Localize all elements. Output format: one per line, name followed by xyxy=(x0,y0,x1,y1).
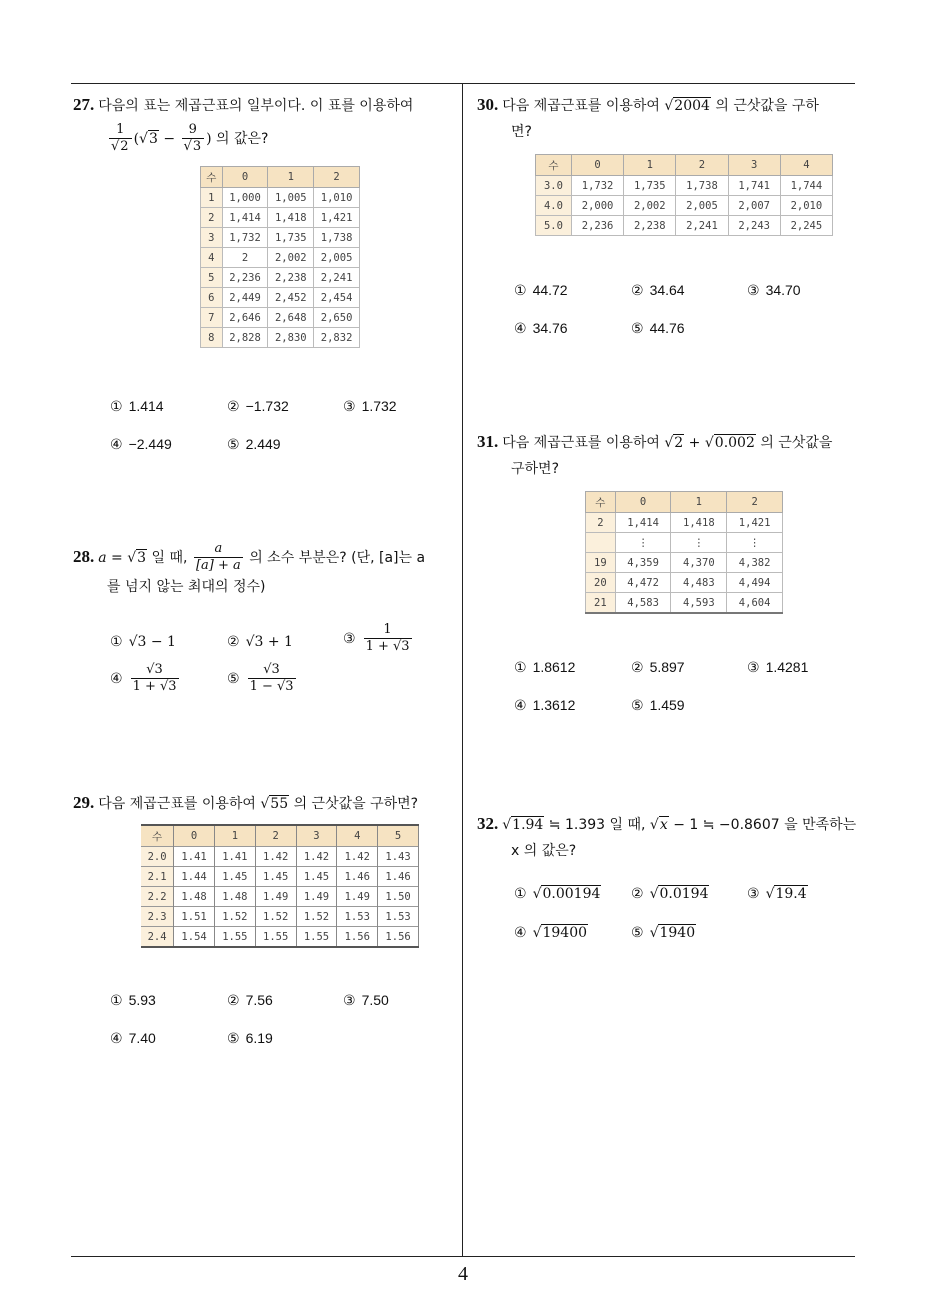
table-header-cell: 4 xyxy=(780,155,832,176)
table-header-cell: 2 xyxy=(314,167,360,188)
table-row-label: 8 xyxy=(201,328,223,348)
table-cell: 2,241 xyxy=(314,268,360,288)
table-row xyxy=(201,228,360,248)
table-row xyxy=(141,887,419,907)
choice-1[interactable]: ① √0.00194 xyxy=(514,886,601,902)
table-cell: 1,010 xyxy=(314,188,360,208)
choice-4[interactable]: ④ 7.40 xyxy=(110,1030,156,1047)
table-cell: 1.45 xyxy=(296,867,337,887)
table-header-cell: 수 xyxy=(201,167,223,188)
table-cell: 1,738 xyxy=(676,176,728,196)
table-row-label: 5.0 xyxy=(536,216,572,236)
choice-2[interactable]: ② 5.897 xyxy=(631,659,685,676)
table-cell: 1.56 xyxy=(337,927,378,948)
question-31: 31. 다음 제곱근표를 이용하여 √2 + √0.002 의 근삿값을 구하면? xyxy=(477,432,833,477)
table-row-label: 2.0 xyxy=(141,847,174,867)
table-row xyxy=(536,176,833,196)
table-cell: 4,382 xyxy=(727,553,783,573)
choice-4[interactable]: ④ $\frac{√3}{1 + √3}$ xyxy=(110,662,177,695)
table-cell: 2,830 xyxy=(268,328,314,348)
table-row-label: 1 xyxy=(201,188,223,208)
table-row xyxy=(141,927,419,948)
choice-3[interactable]: ③ √19.4 xyxy=(747,886,807,902)
choice-3[interactable]: ③ $\frac{1}{1 + √3}$ xyxy=(343,622,410,655)
table-header-cell: 3 xyxy=(728,155,780,176)
table-cell: 2,241 xyxy=(676,216,728,236)
table-cell: 1.52 xyxy=(255,907,296,927)
table-row-label: 3.0 xyxy=(536,176,572,196)
table-cell: 2,454 xyxy=(314,288,360,308)
table-cell: 2,238 xyxy=(268,268,314,288)
table-row xyxy=(536,216,833,236)
choice-1[interactable]: ① 44.72 xyxy=(514,282,568,299)
choice-5[interactable]: ⑤ $\frac{√3}{1 - √3}$ xyxy=(227,662,294,695)
table-header-cell: 5 xyxy=(378,825,419,847)
table-row xyxy=(201,208,360,228)
square-root-table-29 xyxy=(141,824,419,948)
table-row-label xyxy=(586,533,616,553)
table-header-cell: 1 xyxy=(268,167,314,188)
table-row xyxy=(201,328,360,348)
table-cell: 1.56 xyxy=(378,927,419,948)
table-cell: 2,002 xyxy=(268,248,314,268)
question-number: 29. xyxy=(73,793,95,812)
table-row xyxy=(201,188,360,208)
question-number: 31. xyxy=(477,432,499,451)
table-cell: 2,832 xyxy=(314,328,360,348)
table-row xyxy=(201,308,360,328)
table-row xyxy=(586,553,783,573)
table-row-label: 2 xyxy=(201,208,223,228)
table-cell: 2,010 xyxy=(780,196,832,216)
choice-4[interactable]: ④ 1.3612 xyxy=(514,697,576,714)
table-row-label: 2.1 xyxy=(141,867,174,887)
question-29: 29. 다음 제곱근표를 이용하여 √55 의 근삿값을 구하면? xyxy=(73,793,419,812)
table-cell: 1.46 xyxy=(337,867,378,887)
table-header-cell: 0 xyxy=(571,155,623,176)
table-cell: 1,418 xyxy=(268,208,314,228)
table-row xyxy=(586,573,783,593)
table-row-label: 6 xyxy=(201,288,223,308)
choice-3[interactable]: ③ 1.4281 xyxy=(747,659,809,676)
choice-1[interactable]: ① 1.8612 xyxy=(514,659,576,676)
table-cell: 1.48 xyxy=(214,887,255,907)
table-cell: 1.41 xyxy=(174,847,215,867)
table-cell: 1.43 xyxy=(378,847,419,867)
table-cell: 1.55 xyxy=(296,927,337,948)
table-row xyxy=(586,593,783,614)
table-cell: 1,421 xyxy=(727,513,783,533)
table-row-label: 4 xyxy=(201,248,223,268)
table-header-cell: 0 xyxy=(615,492,671,513)
choice-2[interactable]: ② 34.64 xyxy=(631,282,685,299)
table-cell: 1.53 xyxy=(378,907,419,927)
choice-5[interactable]: ⑤ 2.449 xyxy=(227,436,281,453)
choice-1[interactable]: ① 5.93 xyxy=(110,992,156,1009)
question-text: 다음의 표는 제곱근표의 일부이다. 이 표를 이용하여 xyxy=(98,98,414,114)
table-cell: 1.52 xyxy=(296,907,337,927)
table-cell: 1.54 xyxy=(174,927,215,948)
table-row-label: 21 xyxy=(586,593,616,614)
question-28: 28. a = √3 일 때, $\frac{a}{[a] + a}$ 의 소수 부분은? (단, [a]는 a 를 넘지 않는 최대의 정수) xyxy=(73,541,426,596)
table-cell: 4,483 xyxy=(671,573,727,593)
table-cell: 4,359 xyxy=(615,553,671,573)
table-cell: 4,593 xyxy=(671,593,727,614)
question-30: 30. 다음 제곱근표를 이용하여 √2004 의 근삿값을 구하 면? xyxy=(477,95,819,140)
choice-5[interactable]: ⑤ √1940 xyxy=(631,925,696,941)
table-header-cell: 0 xyxy=(174,825,215,847)
table-cell: 2,245 xyxy=(780,216,832,236)
table-cell: 4,370 xyxy=(671,553,727,573)
choice-4[interactable]: ④ √19400 xyxy=(514,925,588,941)
table-cell: ⋮ xyxy=(727,533,783,553)
table-header-cell: 수 xyxy=(536,155,572,176)
table-cell: 2,243 xyxy=(728,216,780,236)
table-cell: 1,418 xyxy=(671,513,727,533)
table-cell: 1.42 xyxy=(296,847,337,867)
choice-5[interactable]: ⑤ 6.19 xyxy=(227,1030,273,1047)
table-row-label: 2 xyxy=(586,513,616,533)
question-number: 30. xyxy=(477,95,499,114)
table-cell: 2,828 xyxy=(222,328,268,348)
table-cell: 2,238 xyxy=(624,216,676,236)
square-root-table-30 xyxy=(535,154,833,236)
table-cell: 1.53 xyxy=(337,907,378,927)
table-cell: 1,732 xyxy=(571,176,623,196)
table-cell: 2,007 xyxy=(728,196,780,216)
table-cell: 1.41 xyxy=(214,847,255,867)
fraction: $\frac{a}{[a] + a}$ xyxy=(195,541,241,574)
table-cell: 1.55 xyxy=(214,927,255,948)
table-header-row xyxy=(201,167,360,188)
choice-2[interactable]: ② 7.56 xyxy=(227,992,273,1009)
square-root-table-27 xyxy=(200,166,360,348)
fraction: $\frac{1}{√2}$ xyxy=(109,122,132,156)
table-cell: 1,732 xyxy=(222,228,268,248)
table-cell: 1,414 xyxy=(615,513,671,533)
table-cell: 1,414 xyxy=(222,208,268,228)
table-cell: 2,646 xyxy=(222,308,268,328)
choice-5[interactable]: ⑤ 1.459 xyxy=(631,697,685,714)
table-row xyxy=(141,907,419,927)
table-row-label: 20 xyxy=(586,573,616,593)
table-row xyxy=(586,513,783,533)
table-cell: 2,449 xyxy=(222,288,268,308)
square-root-table-31 xyxy=(585,491,783,614)
table-cell: 1.51 xyxy=(174,907,215,927)
table-cell: 1.50 xyxy=(378,887,419,907)
page-number: 4 xyxy=(458,1263,468,1285)
question-number: 27. xyxy=(73,95,95,114)
table-row-label: 2.4 xyxy=(141,927,174,948)
choice-3[interactable]: ③ 1.732 xyxy=(343,398,397,415)
table-header-cell: 3 xyxy=(296,825,337,847)
question-27 xyxy=(73,90,458,156)
table-row xyxy=(201,288,360,308)
table-row xyxy=(141,867,419,887)
table-header-cell: 2 xyxy=(676,155,728,176)
table-cell: 2 xyxy=(222,248,268,268)
table-header-cell: 2 xyxy=(727,492,783,513)
table-cell: 2,236 xyxy=(222,268,268,288)
question-32: 32. √1.94 ≒ 1.393 일 때, √x − 1 ≒ −0.8607 을 만족하는 x 의 값은? xyxy=(477,814,857,859)
table-cell: 4,472 xyxy=(615,573,671,593)
table-cell: 2,452 xyxy=(268,288,314,308)
choice-4[interactable]: ④ −2.449 xyxy=(110,436,172,453)
choice-5[interactable]: ⑤ 44.76 xyxy=(631,320,685,337)
top-rule xyxy=(71,83,855,84)
table-header-cell: 0 xyxy=(222,167,268,188)
table-row-label: 2.2 xyxy=(141,887,174,907)
table-header-cell: 1 xyxy=(214,825,255,847)
table-cell: 1,735 xyxy=(624,176,676,196)
table-cell: 1.44 xyxy=(174,867,215,887)
choice-3[interactable]: ③ 7.50 xyxy=(343,992,389,1009)
table-row xyxy=(201,248,360,268)
table-header-row xyxy=(586,492,783,513)
table-row-label: 3 xyxy=(201,228,223,248)
table-cell: 1.42 xyxy=(255,847,296,867)
table-cell: 2,005 xyxy=(676,196,728,216)
choice-4[interactable]: ④ 34.76 xyxy=(514,320,568,337)
choice-2[interactable]: ② −1.732 xyxy=(227,398,289,415)
table-cell: 1.52 xyxy=(214,907,255,927)
table-row xyxy=(536,196,833,216)
table-cell: 1.48 xyxy=(174,887,215,907)
table-cell: ⋮ xyxy=(615,533,671,553)
table-header-cell: 2 xyxy=(255,825,296,847)
table-cell: 1,005 xyxy=(268,188,314,208)
table-cell: 4,494 xyxy=(727,573,783,593)
table-cell: 1,000 xyxy=(222,188,268,208)
table-row xyxy=(586,533,783,553)
table-row-label: 7 xyxy=(201,308,223,328)
table-row-label: 2.3 xyxy=(141,907,174,927)
choice-1[interactable]: ① √3 − 1 xyxy=(110,634,176,650)
table-row xyxy=(201,268,360,288)
fraction: $\frac{9}{√3}$ xyxy=(182,122,205,156)
table-cell: 1,421 xyxy=(314,208,360,228)
table-cell: 1.49 xyxy=(255,887,296,907)
column-divider xyxy=(462,83,463,1257)
table-cell: 1,744 xyxy=(780,176,832,196)
table-header-cell: 4 xyxy=(337,825,378,847)
table-cell: 1.42 xyxy=(337,847,378,867)
table-cell: 1,738 xyxy=(314,228,360,248)
choice-1[interactable]: ① 1.414 xyxy=(110,398,164,415)
table-cell: ⋮ xyxy=(671,533,727,553)
choice-3[interactable]: ③ 34.70 xyxy=(747,282,801,299)
table-header-cell: 1 xyxy=(624,155,676,176)
table-cell: 2,002 xyxy=(624,196,676,216)
table-header-cell: 수 xyxy=(141,825,174,847)
table-header-cell: 1 xyxy=(671,492,727,513)
table-row-label: 4.0 xyxy=(536,196,572,216)
table-cell: 1,741 xyxy=(728,176,780,196)
question-expression: $\frac{1}{√2}$ (√3 − $\frac{9}{√3}$ ) 의 값은? xyxy=(111,121,269,154)
table-header-row xyxy=(536,155,833,176)
table-row-label: 19 xyxy=(586,553,616,573)
table-cell: 2,648 xyxy=(268,308,314,328)
table-header-row xyxy=(141,825,419,847)
table-cell: 1.55 xyxy=(255,927,296,948)
table-cell: 1.45 xyxy=(255,867,296,887)
table-cell: 1.46 xyxy=(378,867,419,887)
table-header-cell: 수 xyxy=(586,492,616,513)
table-cell: 4,583 xyxy=(615,593,671,614)
table-cell: 1.45 xyxy=(214,867,255,887)
choice-2[interactable]: ② √0.0194 xyxy=(631,886,709,902)
table-cell: 2,236 xyxy=(571,216,623,236)
table-cell: 1,735 xyxy=(268,228,314,248)
question-number: 28. xyxy=(73,547,95,567)
choice-2[interactable]: ② √3 + 1 xyxy=(227,634,293,650)
table-cell: 2,650 xyxy=(314,308,360,328)
question-number: 32. xyxy=(477,814,499,833)
table-cell: 1.49 xyxy=(337,887,378,907)
table-cell: 4,604 xyxy=(727,593,783,614)
table-cell: 2,000 xyxy=(571,196,623,216)
table-cell: 1.49 xyxy=(296,887,337,907)
table-row-label: 5 xyxy=(201,268,223,288)
bottom-rule xyxy=(71,1256,855,1257)
table-row xyxy=(141,847,419,867)
table-cell: 2,005 xyxy=(314,248,360,268)
